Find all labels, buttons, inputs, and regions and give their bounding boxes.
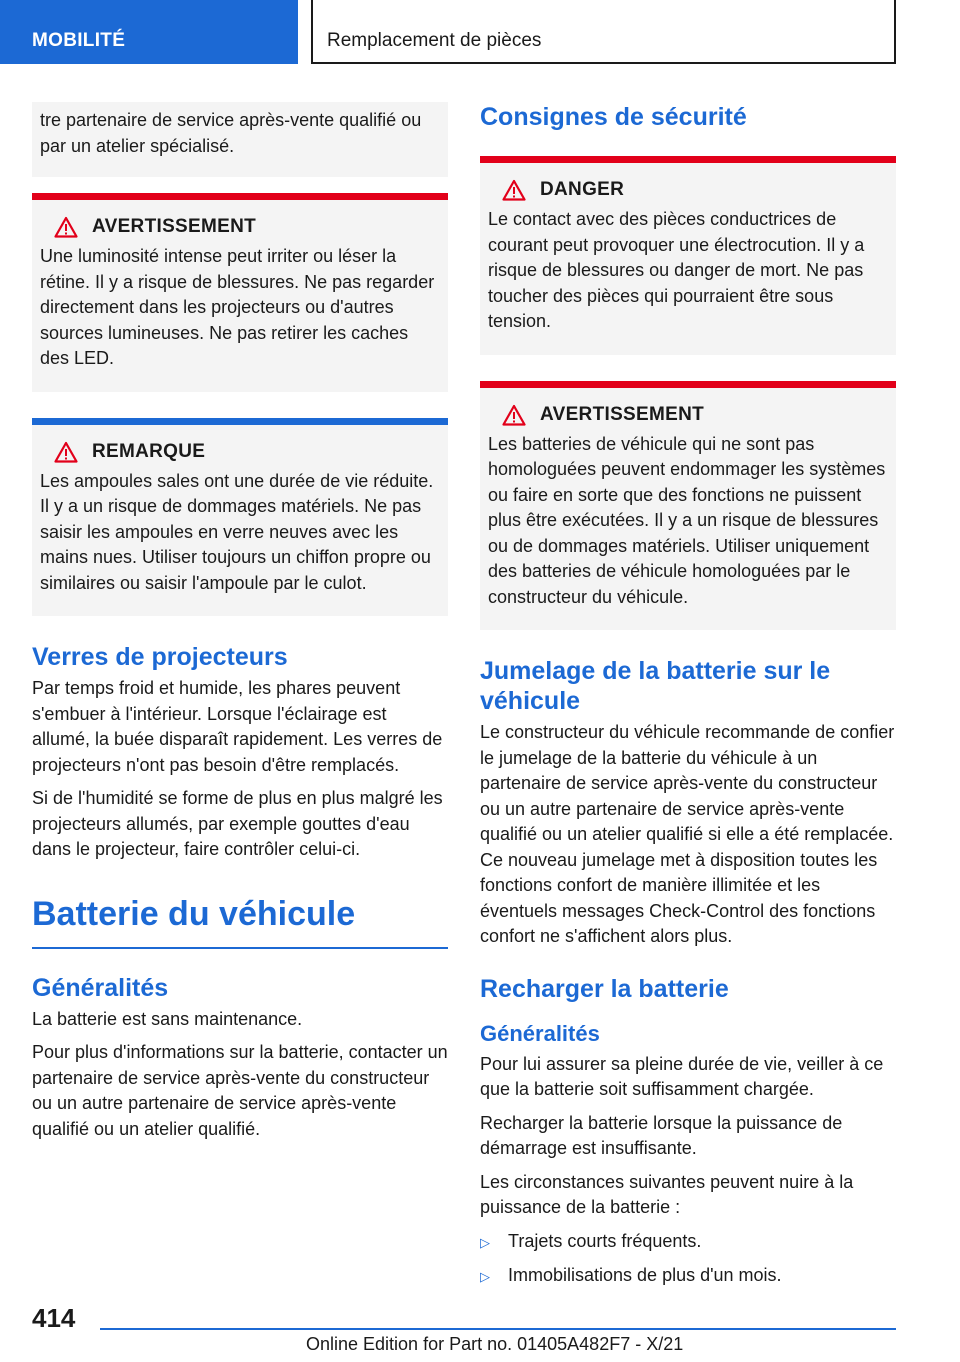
warning-box [32,193,448,392]
recharge-paragraph-1: Pour lui assurer sa pleine durée de vie, veiller à ce que la batterie soit suffisamment chargée. [480,1053,884,1099]
general-paragraph-1: La batterie est sans maintenance. [32,1008,303,1029]
list-item [480,1263,896,1290]
warning-triangle-icon [54,441,78,463]
list-item-text: Trajets courts fréquents. [508,1230,702,1251]
list-item [480,1229,896,1256]
pairing-heading: Jumelage de la batterie sur le véhicule [480,657,831,715]
warning-bar-2 [480,381,896,388]
note-bar [32,418,448,425]
lens-heading: Verres de projecteurs [32,643,288,671]
danger-bar [480,156,896,163]
edition-text: Online Edition for Part no. 01405A482F7 - X/21 [306,1334,684,1354]
note-box [32,418,448,617]
pairing-paragraph: Le constructeur du véhicule recommande de confier le jumelage de la batterie du véhicule à un partenaire de service après-vente du constructeur ou un autre partenaire de service après-vente qualifié ou un atelier qualifié si elle a été remplacée. Ce nouveau jumelage met à disposition toutes les fonctions confort de manière illimitée et les éventuels messages Check-Control des fonctions confort ne s'affichent alors plus. [480,722,895,946]
danger-title: DANGER [540,179,625,200]
recharge-subheading: Généralités [480,1020,600,1046]
continued-box [32,102,448,177]
recharge-paragraph-2: Recharger la batterie lorsque la puissance de démarrage est insuffisante. [480,1112,843,1158]
lens-paragraph-1: Par temps froid et humide, les phares peuvent s'embuer à l'intérieur. Lorsque l'éclairage est allumé, la buée disparaît rapidement. Les verres de projecteurs n'ont pas besoin d'être remplacés. [32,678,443,775]
note-text: Les ampoules sales ont une durée de vie réduite. Il y a un risque de dommages matériels. Ne pas saisir les ampoules en verre neuves avec les mains nues. Utiliser toujours un chiffon propre ou similaires ou saisir l'ampoule par le culot. [40,470,434,593]
left-column [32,102,448,1150]
warning-triangle-icon [502,404,526,426]
list-item-text: Immobilisations de plus d'un mois. [508,1265,782,1285]
recharge-heading: Recharger la batterie [480,974,729,1003]
safety-heading: Consignes de sécurité [480,103,747,131]
warning-header-2 [502,404,888,426]
section-tab: MOBILITÉ [0,0,298,64]
warning-bar [32,193,448,200]
triangle-bullet-icon: ▷ [480,1234,490,1250]
circumstance-list [480,1229,896,1290]
general-heading: Généralités [32,973,169,1002]
warning-title-2: AVERTISSEMENT [540,403,705,425]
warning-header [54,216,440,238]
danger-header [502,179,888,201]
note-title: REMARQUE [92,440,206,462]
right-column [480,102,896,1298]
warning-triangle-icon [502,179,526,201]
warning-text: Une luminosité intense peut irriter ou léser la rétine. Il y a risque de blessures. Ne pas regarder directement dans les projecteurs ou d'autres sources lumineuses. Ne pas retirer les caches des LED. [40,246,435,368]
recharge-paragraph-3: Les circonstances suivantes peuvent nuire à la puissance de la batterie : [480,1171,854,1217]
danger-text: Le contact avec des pièces conductrices de courant peut provoquer une électrocution. Il y a risque de blessures ou danger de mort. Ne pas toucher des pièces qui pourraient être sous tension. [488,209,865,331]
danger-box [480,156,896,355]
chapter-title: Remplacement de pièces [311,0,896,64]
triangle-bullet-icon: ▷ [480,1269,490,1284]
general-paragraph-2: Pour plus d'informations sur la batterie, contacter un partenaire de service après-vente du constructeur ou un autre partenaire de service après-vente qualifié ou un atelier qualifié. [32,1042,448,1139]
warning-title: AVERTISSEMENT [92,216,257,237]
lens-paragraph-2: Si de l'humidité se forme de plus en plus malgré les projecteurs allumés, par exemple gouttes d'eau dans le projecteur, faire contrôler celui-ci. [32,788,443,859]
page-number: 414 [32,1303,76,1333]
warning-box-2 [480,381,896,631]
note-header [54,441,440,463]
battery-heading: Batterie du véhicule [32,893,448,949]
warning-triangle-icon [54,216,78,238]
page-header [0,0,960,66]
continued-text: tre partenaire de service après-vente qualifié ou par un atelier spécialisé. [40,110,422,156]
footer-divider [100,1328,896,1330]
warning-text-2: Les batteries de véhicule qui ne sont pas homologuées peuvent endommager les systèmes ou faire en sorte que des fonctions ne puissent plus être exécutées. Il y a un risque de blessures ou de dommages matériels. Utiliser uniquement des batteries de véhicule homologuées par le constructeur du véhicule. [488,433,886,607]
